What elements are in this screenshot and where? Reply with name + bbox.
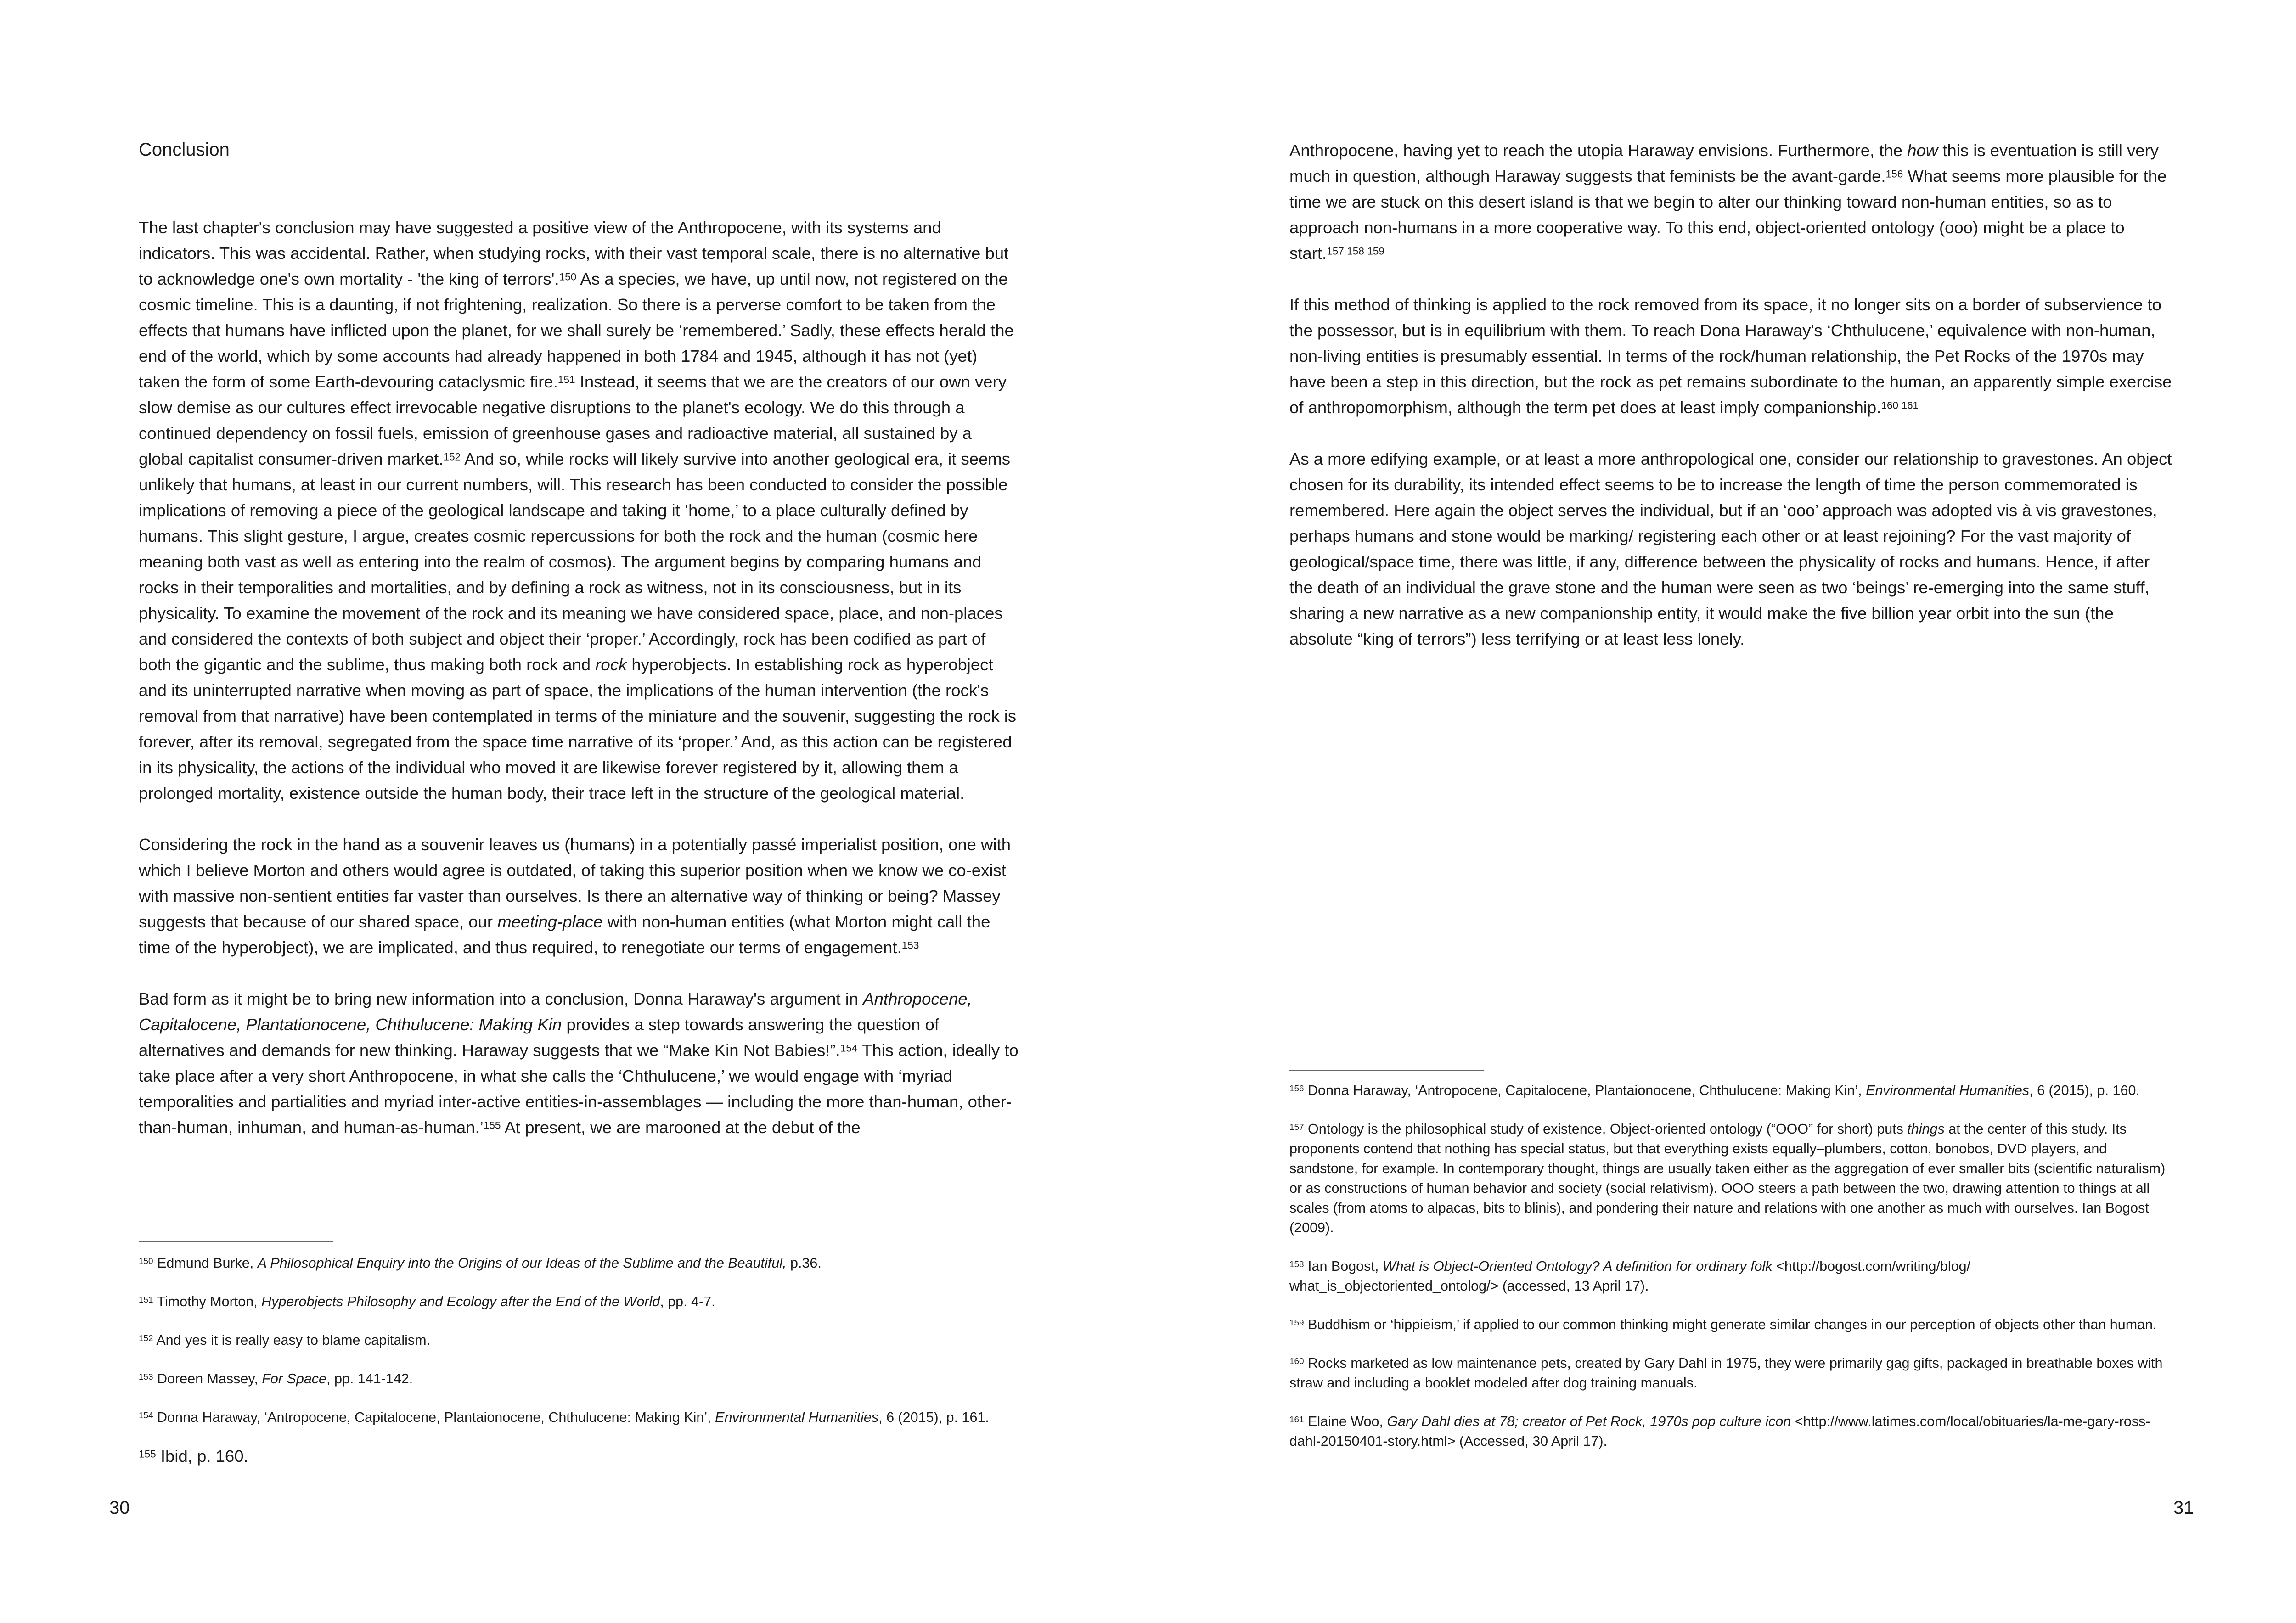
text-run: , 6 (2015), p. 161. (878, 1410, 989, 1425)
text-run: For Space (262, 1371, 327, 1387)
footnote (1289, 1081, 2176, 1101)
text-run: Timothy Morton, (153, 1294, 262, 1309)
footnote (1289, 1412, 2176, 1451)
text-run: at the center of this study. Its proponents contend that nothing has special status, but that everything exists equally–plumbers, cotton, bonobos, DVD players, and sandstone, for example. In contemporary thought, things are usually taken either as the aggregation of ever smaller bits (scientific naturalism) or as constructions of human behavior and society (social relativism). OOO steers a path between the two, drawing attention to things at all scales (from atoms to alpacas, bits to blinis), and pondering their nature and relations with one another as much with ourselves. Ian Bogost (2009). (1289, 1121, 2166, 1236)
footnote-marker: 161 (1289, 1415, 1304, 1425)
footnote-marker: 159 (1289, 1318, 1304, 1328)
right-footnotes (1289, 1081, 2176, 1451)
text-run: Edmund Burke, (153, 1255, 258, 1271)
footnote (139, 1331, 1020, 1350)
text-run: , pp. 141-142. (326, 1371, 413, 1387)
footnote-marker: 155 (483, 1119, 501, 1131)
text-run: What seems more plausible for the time we are stuck on this desert island is that we begin to alter our thinking toward non-human entities, so as to approach non-humans in a more cooperative way. To this end, object-oriented ontology (ooo) might be a place to start. (1289, 167, 2167, 263)
footnote-marker: 154 (139, 1411, 153, 1421)
footnote-marker: 154 (840, 1042, 858, 1054)
right-body-text (1289, 138, 2176, 652)
text-run: Doreen Massey, (153, 1371, 262, 1387)
text-run: If this method of thinking is applied to the rock removed from its space, it no longer sits on a border of subservience to the possessor, but is in equilibrium with them. To reach Dona Haraway's ‘Chthulucene,’ equivalence with non-human, non-living entities is presumably essential. In terms of the rock/human relationship, the Pet Rocks of the 1970s may have been a step in this direction, but the rock as pet remains subordinate to the human, an apparently simple exercise of anthropomorphism, although the term pet does at least imply companionship. (1289, 295, 2172, 417)
footnote-marker: 153 (139, 1372, 153, 1382)
paragraph (139, 215, 1020, 806)
text-run: As a species, we have, up until now, not registered on the cosmic timeline. This is a daunting, if not frightening, realization. So there is a perverse comfort to be taken from the effects that humans have inflicted upon the planet, for we shall surely be ‘remembered.’ Sadly, these effects herald the end of the world, which by some accounts had already happened in both 1784 and 1945, although it has not (yet) taken the form of some Earth-devouring cataclysmic fire. (139, 270, 1014, 391)
footnote-marker: 150 (559, 271, 577, 283)
text-run: And yes it is really easy to blame capitalism. (153, 1332, 431, 1348)
text-run: And so, while rocks will likely survive into another geological era, it seems unlikely that humans, at least in our current numbers, will. This research has been conducted to consider the possible implications of removing a piece of the geological landscape and taking it ‘home,’ to a place culturally defined by humans. This slight gesture, I argue, creates cosmic repercussions for both the rock and the human (cosmic here meaning both vast as well as entering into the realm of cosmos). The argument begins by comparing humans and rocks in their temporalities and mortalities, and by defining a rock as witness, not in its consciousness, but in its physicality. To examine the movement of the rock and its meaning we have considered space, place, and non-places and considered the contexts of both subject and object their ‘proper.’ Accordingly, rock has been codified as part of both the gigantic and the sublime, thus making both rock and (139, 449, 1011, 674)
text-run: , pp. 4-7. (660, 1294, 715, 1309)
paragraph (139, 832, 1020, 960)
text-run: At present, we are marooned at the debut of the (501, 1118, 861, 1137)
text-run: <http://www.latimes.com/local/obituaries/la-me-gary-ross-dahl-20150401-story.html> (Accessed, 30 April 17). (1289, 1414, 2150, 1449)
text-run: Anthropocene, having yet to reach the utopia Haraway envisions. Furthermore, the (1289, 141, 1908, 160)
text-run: Environmental Humanities (715, 1410, 879, 1425)
footnote (139, 1446, 1020, 1466)
footnote-marker: 156 (1885, 168, 1903, 180)
footnote-marker: 152 (139, 1334, 153, 1344)
text-run: p.36. (786, 1255, 822, 1271)
footnote (1289, 1119, 2176, 1238)
text-run: Rocks marketed as low maintenance pets, created by Gary Dahl in 1975, they were primarily gag gifts, packaged in breathable boxes with straw and including a booklet modeled after dog training manuals. (1289, 1355, 2163, 1391)
text-run: What is Object-Oriented Ontology? A definition for ordinary folk (1382, 1258, 1773, 1274)
right-page (1148, 0, 2296, 1623)
paragraph (1289, 446, 2176, 652)
text-run: hyperobjects. In establishing rock as hyperobject and its uninterrupted narrative when moving as part of space, the implications of the human intervention (the rock's removal from that narrative) have been contemplated in terms of the miniature and the souvenir, suggesting the rock is forever, after its removal, segregated from the space time narrative of its ‘proper.’ And, as this action can be registered in its physicality, the actions of the individual who moved it are likewise forever registered by it, allowing them a prolonged mortality, existence outside the human body, their trace left in the structure of the geological material. (139, 655, 1017, 803)
left-footnotes (139, 1253, 1020, 1466)
text-run: rock (595, 655, 627, 674)
text-run: Ontology is the philosophical study of existence. Object-oriented ontology (“OOO” for short) puts (1304, 1121, 1908, 1137)
text-run: Instead, it seems that we are the creators of our own very slow demise as our cultures effect irrevocable negative disruptions to the planet's ecology. We do this through a continued dependency on fossil fuels, emission of greenhouse gases and radioactive material, all sustained by a global capitalist consumer-driven market. (139, 372, 1007, 468)
text-run: this is eventuation is still very much in question, although Haraway suggests that feminists be the avant-garde. (1289, 141, 2159, 185)
text-run: Ian Bogost, (1304, 1258, 1383, 1274)
footnote-marker: 152 (443, 451, 461, 463)
footnote-marker: 151 (139, 1295, 153, 1305)
text-run: Hyperobjects Philosophy and Ecology after the End of the World (261, 1294, 660, 1309)
footnote-marker: 153 (901, 939, 919, 951)
page-number: 31 (2173, 1498, 2194, 1518)
footnote-marker: 155 (139, 1448, 156, 1460)
text-run: As a more edifying example, or at least a more anthropological one, consider our relationship to gravestones. An object chosen for its durability, its intended effect seems to be to increase the length of time the person commemorated is remembered. Here again the object serves the individual, but if an ‘ooo’ approach was adopted vis à vis gravestones, perhaps humans and stone would be marking/ registering each other or at least rejoining? For the vast majority of geological/space time, there was little, if any, difference between the physicality of rocks and humans. Hence, if after the death of an individual the grave stone and the human were seen as two ‘beings’ re-emerging into the same stuff, sharing a new narrative as a new companionship entity, it would make the five billion year orbit into the sun (the absolute “king of terrors”) less terrifying or at least less lonely. (1289, 449, 2172, 648)
text-run: This action, ideally to take place after a very short Anthropocene, in what she calls the ‘Chthulucene,’ we would engage with ‘myriad temporalities and partialities and myriad inter-active entities-in-assemblages — including the more than-human, other-than-human, inhuman, and human-as-human.’ (139, 1041, 1019, 1137)
text-run: provides a step towards answering the question of alternatives and demands for new thinking. Haraway suggests that we “Make Kin Not Babies!”. (139, 1015, 939, 1060)
text-run: <http://bogost.com/writing/blog/ what_is_objectoriented_ontolog/> (accessed, 13 April 17). (1289, 1258, 1971, 1294)
page-number: 30 (109, 1498, 130, 1518)
footnote-rule (139, 1241, 333, 1242)
text-run: Environmental Humanities (1866, 1083, 2030, 1098)
text-run: how (1907, 141, 1938, 160)
footnote (139, 1369, 1020, 1389)
text-run: Gary Dahl dies at 78; creator of Pet Rock, 1970s pop culture icon (1387, 1414, 1791, 1429)
paragraph (1289, 292, 2176, 421)
footnote (1289, 1315, 2176, 1335)
footnote (139, 1253, 1020, 1273)
footnote-rule (1289, 1070, 1484, 1071)
footnote (139, 1408, 1020, 1427)
footnote-marker: 150 (139, 1257, 153, 1267)
footnote-marker: 157 (1289, 1123, 1304, 1133)
left-body-text (139, 215, 1020, 1140)
footnote-marker: 160 (1289, 1357, 1304, 1367)
text-run: Elaine Woo, (1304, 1414, 1387, 1429)
footnote (1289, 1257, 2176, 1296)
section-heading: Conclusion (139, 140, 230, 160)
text-run: A Philosophical Enquiry into the Origins of our Ideas of the Sublime and the Beautiful, (257, 1255, 787, 1271)
footnote (139, 1292, 1020, 1312)
footnote-marker: 151 (557, 374, 575, 386)
text-run: The last chapter's conclusion may have suggested a positive view of the Anthropocene, with its systems and indicators. This was accidental. Rather, when studying rocks, with their vast temporal scale, there is no alternative but to acknowledge one's own mortality - 'the king of terrors'. (139, 218, 1009, 288)
paragraph (1289, 138, 2176, 266)
footnote-marker: 160 161 (1881, 399, 1919, 411)
text-run: Bad form as it might be to bring new information into a conclusion, Donna Haraway's argument in (139, 989, 863, 1008)
text-run: , 6 (2015), p. 160. (2029, 1083, 2140, 1098)
text-run: Ibid, p. 160. (156, 1447, 248, 1466)
text-run: meeting-place (497, 912, 603, 931)
footnote-marker: 158 (1289, 1260, 1304, 1270)
footnote (1289, 1353, 2176, 1393)
footnote-marker: 156 (1289, 1084, 1304, 1094)
text-run: Anthropocene, Capitalocene, Plantationocene, Chthulucene: Making Kin (139, 989, 972, 1034)
paragraph (139, 986, 1020, 1140)
text-run: Donna Haraway, ‘Antropocene, Capitalocene, Plantaionocene, Chthulucene: Making Kin’, (153, 1410, 715, 1425)
text-run: things (1907, 1121, 1945, 1137)
footnote-marker: 157 158 159 (1327, 245, 1384, 257)
text-run: Donna Haraway, ‘Antropocene, Capitalocene, Plantaionocene, Chthulucene: Making Kin’, (1304, 1083, 1866, 1098)
text-run: Considering the rock in the hand as a souvenir leaves us (humans) in a potentially passé imperialist position, one with which I believe Morton and others would agree is outdated, of taking this superior position when we know we co-exist with massive non-sentient entities far vaster than ourselves. Is there an alternative way of thinking or being? Massey suggests that because of our shared space, our (139, 835, 1011, 931)
text-run: with non-human entities (what Morton might call the time of the hyperobject), we are implicated, and thus required, to renegotiate our terms of engagement. (139, 912, 990, 957)
text-run: Buddhism or ‘hippieism,’ if applied to our common thinking might generate similar changes in our perception of objects other than human. (1304, 1317, 2157, 1332)
